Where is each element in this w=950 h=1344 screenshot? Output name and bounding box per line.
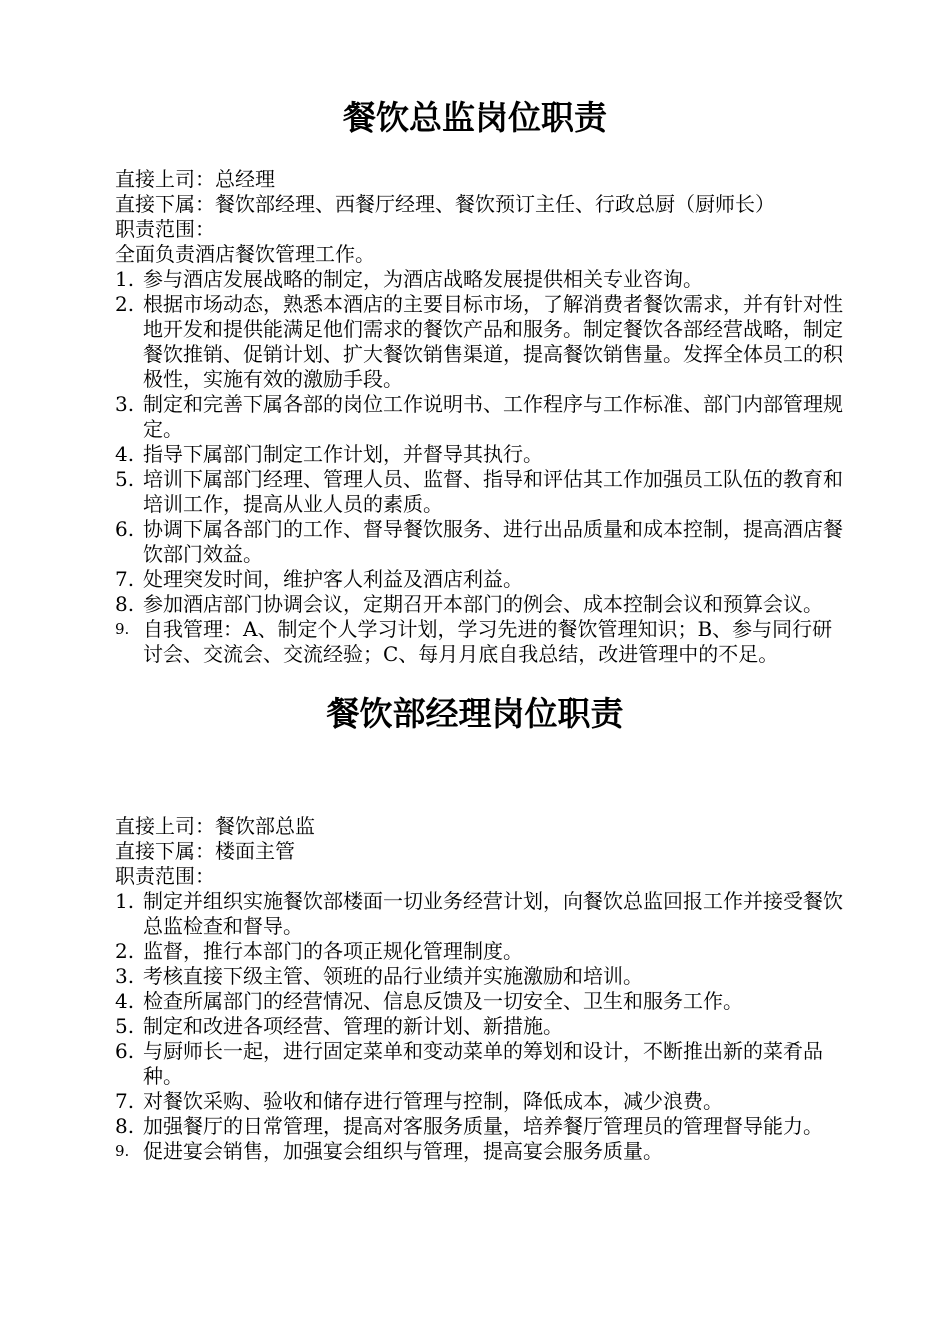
scope-label: 职责范围： — [115, 217, 215, 241]
direct-subordinates: 直接下属：楼面主管 — [115, 839, 295, 863]
list-item-text: 制定和改进各项经营、管理的新计划、新措施。 — [143, 1014, 563, 1038]
list-number: 4. — [115, 989, 135, 1013]
list-number: 2. — [115, 939, 135, 963]
list-number: 2. — [115, 292, 135, 316]
list-item-text: 指导下属部门制定工作计划，并督导其执行。 — [143, 442, 543, 466]
list-item — [115, 392, 851, 442]
list-item-text: 培训下属部门经理、管理人员、监督、指导和评估其工作加强员工队伍的教育和培训工作，提高从业人员的素质。 — [143, 467, 843, 516]
section-title: 餐饮部经理岗位职责 — [326, 694, 624, 733]
list-number: 1. — [115, 267, 135, 291]
list-item-text: 处理突发时间，维护客人利益及酒店利益。 — [143, 567, 523, 591]
list-item — [115, 1089, 851, 1114]
list-item-text: 参加酒店部门协调会议，定期召开本部门的例会、成本控制会议和预算会议。 — [143, 592, 823, 616]
list-item — [115, 292, 851, 392]
duty-list — [115, 267, 855, 667]
list-number: 3. — [115, 392, 135, 416]
scope-label: 职责范围： — [115, 864, 215, 888]
list-number: 8. — [115, 1114, 135, 1138]
list-item — [115, 592, 851, 617]
list-item — [115, 467, 851, 517]
list-item — [115, 442, 851, 467]
list-number: 1. — [115, 889, 135, 913]
list-number: 9. — [115, 620, 130, 638]
list-number: 8. — [115, 592, 135, 616]
list-item-text: 协调下属各部门的工作、督导餐饮服务、进行出品质量和成本控制，提高酒店餐饮部门效益。 — [143, 517, 843, 566]
list-item — [115, 267, 851, 292]
list-item-text: 与厨师长一起，进行固定菜单和变动菜单的筹划和设计，不断推出新的菜肴品种。 — [143, 1039, 823, 1088]
list-item-text: 考核直接下级主管、领班的品行业绩并实施激励和培训。 — [143, 964, 643, 988]
list-item-text: 促进宴会销售，加强宴会组织与管理，提高宴会服务质量。 — [143, 1139, 663, 1163]
list-number: 5. — [115, 1014, 135, 1038]
list-item-text: 对餐饮采购、验收和储存进行管理与控制，降低成本，减少浪费。 — [143, 1089, 723, 1113]
list-item-text: 制定和完善下属各部的岗位工作说明书、工作程序与工作标准、部门内部管理规定。 — [143, 392, 843, 441]
list-number: 5. — [115, 467, 135, 491]
duty-list — [115, 889, 855, 1164]
list-item — [115, 964, 851, 989]
list-item-text: 检查所属部门的经营情况、信息反馈及一切安全、卫生和服务工作。 — [143, 989, 743, 1013]
list-item — [115, 617, 851, 667]
list-number: 4. — [115, 442, 135, 466]
list-number: 3. — [115, 964, 135, 988]
list-number: 9. — [115, 1142, 130, 1160]
page-title: 餐饮总监岗位职责 — [343, 98, 607, 137]
list-item-text: 监督，推行本部门的各项正规化管理制度。 — [143, 939, 523, 963]
list-number: 6. — [115, 517, 135, 541]
list-item — [115, 939, 851, 964]
list-number: 6. — [115, 1039, 135, 1063]
list-item — [115, 1014, 851, 1039]
list-item — [115, 1114, 851, 1139]
list-item-text: 制定并组织实施餐饮部楼面一切业务经营计划，向餐饮总监回报工作并接受餐饮总监检查和督导。 — [143, 889, 843, 938]
list-item-text: 自我管理：A、制定个人学习计划，学习先进的餐饮管理知识；B、参与同行研讨会、交流会、交流经验；C、每月月底自我总结，改进管理中的不足。 — [143, 617, 833, 666]
list-number: 7. — [115, 567, 135, 591]
list-item — [115, 889, 851, 939]
director-duties-section — [115, 167, 855, 667]
list-item — [115, 567, 851, 592]
list-item-text: 根据市场动态，熟悉本酒店的主要目标市场，了解消费者餐饮需求，并有针对性地开发和提供能满足他们需求的餐饮产品和服务。制定餐饮各部经营战略，制定餐饮推销、促销计划、扩大餐饮销售渠道，提高餐饮销售量。发挥全体员工的积极性，实施有效的激励手段。 — [143, 292, 843, 391]
direct-superior: 直接上司：餐饮部总监 — [115, 814, 315, 838]
direct-superior: 直接上司：总经理 — [115, 167, 275, 191]
list-item — [115, 1039, 851, 1089]
list-item-text: 加强餐厅的日常管理，提高对客服务质量，培养餐厅管理员的管理督导能力。 — [143, 1114, 823, 1138]
list-number: 7. — [115, 1089, 135, 1113]
list-item — [115, 1139, 851, 1164]
list-item — [115, 517, 851, 567]
direct-subordinates: 直接下属：餐饮部经理、西餐厅经理、餐饮预订主任、行政总厨（厨师长） — [115, 192, 775, 216]
list-item — [115, 989, 851, 1014]
scope-summary: 全面负责酒店餐饮管理工作。 — [115, 242, 375, 266]
list-item-text: 参与酒店发展战略的制定，为酒店战略发展提供相关专业咨询。 — [143, 267, 703, 291]
manager-duties-section — [115, 814, 855, 1164]
